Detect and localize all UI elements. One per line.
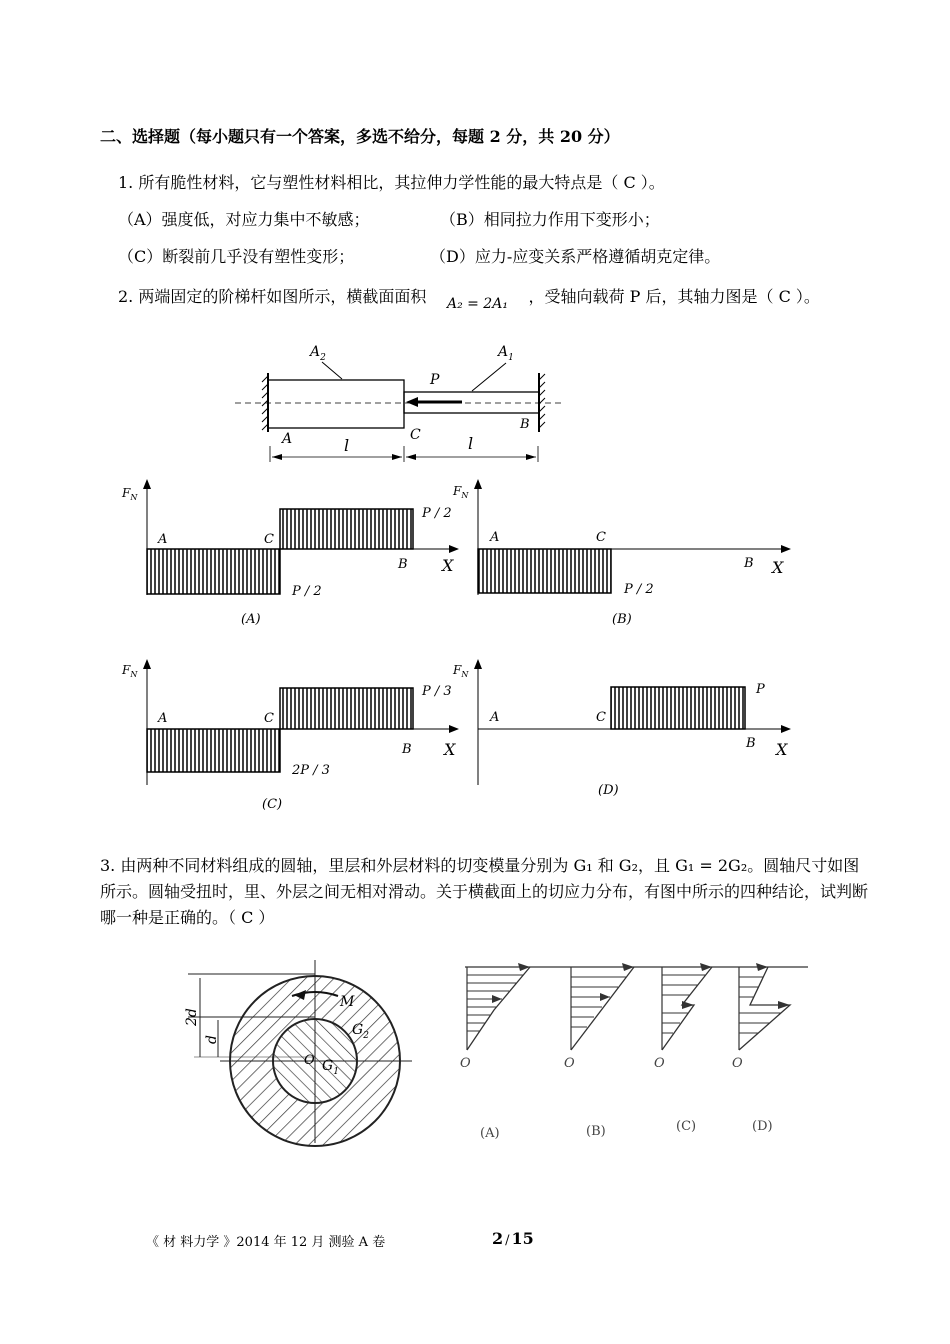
option-d-distribution [732, 963, 790, 1134]
label-point-a: A [282, 431, 293, 447]
diagram-a [121, 480, 458, 627]
value-bottom: P / 2 [292, 584, 322, 599]
label-c: C [264, 532, 274, 547]
label-g1: $G_1$ [322, 1058, 339, 1077]
question-3-text: 3. 由两种不同材料组成的圆轴，里层和外层材料的切变模量分别为 G₁ 和 G₂，且 G₁ = 2G₂。圆轴尺寸如图所示。圆轴受扭时，里、外层之间无相对滑动。关于横截面上的切应力分布，有图中所示的四种结论，试判断哪一种是正确的。（ C ） [100, 856, 869, 927]
label-a: A [490, 530, 500, 545]
q2-text-before: 2. 两端固定的阶梯杆如图所示，横截面面积 [118, 287, 427, 306]
diagram-d [452, 660, 790, 798]
option-b-distribution [564, 963, 634, 1139]
page-number [492, 1229, 534, 1248]
question-1-text: 1. 所有脆性材料，它与塑性材料相比，其拉伸力学性能的最大特点是（ C ）。 [118, 173, 665, 192]
q1-option-d: （D）应力-应变关系严格遵循胡克定律。 [430, 247, 721, 266]
shaft-section-figure [180, 948, 430, 1148]
caption-a: (A) [480, 1126, 500, 1141]
label-b: B [398, 557, 408, 572]
option-a-distribution [460, 963, 530, 1141]
q1-option-b: （B）相同拉力作用下变形小； [440, 210, 660, 229]
label-2d: 2d [184, 1008, 200, 1026]
label-x: X [444, 740, 456, 759]
caption-d: (D) [752, 1119, 773, 1134]
label-b: B [744, 556, 754, 571]
label-x: X [442, 556, 454, 575]
fn-label: $F_N$ [453, 663, 469, 679]
q2-formula: A₂ = 2A₁ [446, 296, 508, 312]
label-a1: $A_1$ [498, 344, 514, 363]
q1-option-a: （A）强度低，对应力集中不敏感； [118, 210, 370, 229]
label-l-left: l [344, 436, 350, 455]
question-2-text [118, 284, 820, 312]
section-title: 二、选择题（每小题只有一个答案，多选不给分，每题 2 分，共 20 分） [100, 127, 620, 146]
origin-label: O [654, 1056, 665, 1071]
page-total: 15 [511, 1229, 534, 1248]
diagram-b [452, 480, 790, 627]
label-b: B [402, 742, 412, 757]
caption-c: (C) [262, 797, 283, 812]
footer-text: 《 材 料力学 》2014 年 12 月 测验 A 卷 [146, 1235, 386, 1250]
label-a: A [158, 711, 168, 726]
origin-label: O [460, 1056, 471, 1071]
label-p: P [430, 372, 440, 388]
stepped-bar-figure [230, 340, 570, 465]
label-o: O [304, 1053, 315, 1068]
axial-force-diagrams [110, 475, 810, 820]
label-x: X [776, 740, 788, 759]
value-top: P / 3 [422, 684, 452, 699]
caption-b: (B) [586, 1124, 606, 1139]
label-point-c: C [410, 427, 421, 443]
stress-distribution-options [450, 955, 820, 1145]
origin-label: O [564, 1056, 575, 1071]
diagram-c [121, 660, 458, 812]
fn-label: $F_N$ [453, 484, 469, 500]
label-c: C [596, 710, 606, 725]
fn-label: $F_N$ [122, 486, 138, 502]
label-a2: $A_2$ [310, 344, 326, 363]
q1-option-c: （C）断裂前几乎没有塑性变形； [118, 247, 355, 266]
label-m: M [340, 994, 355, 1010]
value-bottom: P / 2 [624, 582, 654, 597]
page-current: 2 [492, 1229, 504, 1248]
label-g2: $G_2$ [352, 1022, 369, 1041]
q2-text-after: ，受轴向载荷 P 后，其轴力图是（ C ）。 [528, 287, 820, 306]
caption-a: (A) [241, 612, 261, 627]
label-x: X [772, 558, 784, 577]
caption-c: (C) [676, 1119, 697, 1134]
label-l-right: l [468, 434, 474, 453]
fn-label: $F_N$ [122, 663, 138, 679]
caption-b: (B) [612, 612, 632, 627]
value-bottom: 2P / 3 [292, 763, 330, 778]
origin-label: O [732, 1056, 743, 1071]
label-a: A [158, 532, 168, 547]
value-top: P [756, 682, 765, 697]
value-top: P / 2 [422, 506, 452, 521]
label-c: C [264, 711, 274, 726]
label-d: d [204, 1035, 220, 1044]
page-separator: / [505, 1233, 510, 1248]
label-point-b: B [520, 417, 530, 432]
label-c: C [596, 530, 606, 545]
label-a: A [490, 710, 500, 725]
caption-d: (D) [598, 783, 619, 798]
label-b: B [746, 736, 756, 751]
option-c-distribution [654, 963, 712, 1134]
